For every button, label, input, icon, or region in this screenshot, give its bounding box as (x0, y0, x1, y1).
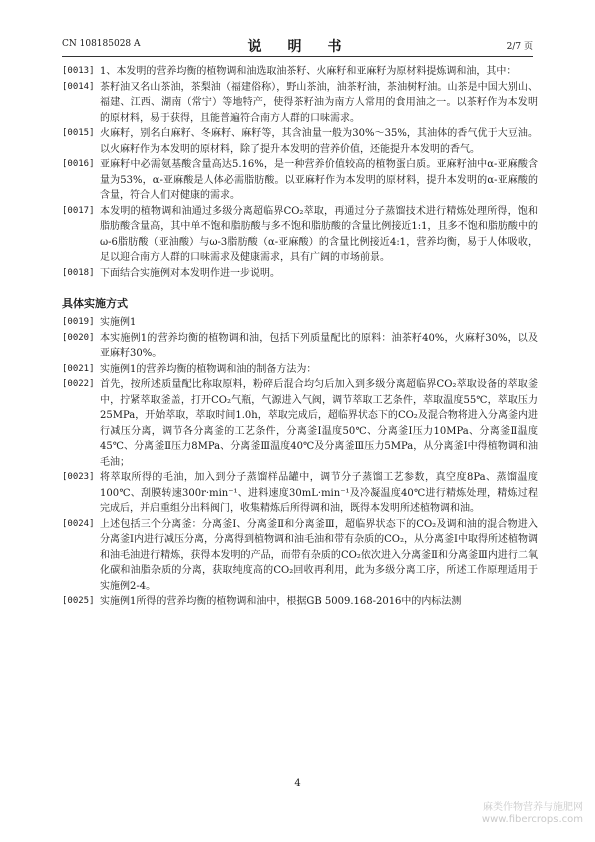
paragraph-number: [0022] (62, 379, 95, 389)
page-number: 4 (294, 778, 301, 789)
watermark-title: 麻类作物营养与施肥网 (483, 802, 583, 813)
paragraph (62, 157, 538, 204)
paragraph-number: [0023] (62, 472, 95, 482)
paragraph (62, 517, 538, 595)
header-divider (62, 56, 533, 57)
document-title: 说 明 书 (247, 39, 348, 55)
page-indicator: 2/7 页 (506, 42, 533, 52)
paragraph-number: [0013] (62, 66, 95, 76)
paragraph (62, 470, 538, 517)
paragraph-text: 下面结合实施例对本发明作进一步说明。 (100, 267, 280, 279)
paragraph-text: 本发明的植物调和油通过多级分离超临界CO₂萃取，再通过分子蒸馏技术进行精炼处理所得，饱和脂肪酸含量高，其中单不饱和脂肪酸与多不饱和脂肪酸的含量比例接近1:1，且多不饱和脂肪酸中的ω-6脂肪酸（亚油酸）与ω-3脂肪酸（α-亚麻酸）的含量比例接近4:1，营养均衡，易于人体吸收，足以迎合南方人群的口味需求及健康需求，具有广阔的市场前景。 (100, 205, 538, 263)
paragraph-number: [0018] (62, 267, 95, 278)
paragraph-number: [0019] (62, 317, 95, 327)
paragraph-text: 亚麻籽中必需氨基酸含量高达5.16%，是一种营养价值较高的植物蛋白质。亚麻籽油中α-亚麻酸含量为53%，α-亚麻酸是人体必需脂肪酸。以亚麻籽作为本发明的原材料，提升本发明的α-亚麻酸的含量，符合人们对健康的需求。 (100, 159, 538, 201)
paragraph (62, 80, 538, 127)
paragraph (62, 362, 538, 378)
document-body (62, 64, 538, 610)
paragraph (62, 377, 538, 470)
paragraph-text: 实施例1所得的营养均衡的植物调和油中，根据GB 5009.168-2016中的内标法测 (100, 596, 462, 607)
paragraph-number: [0025] (62, 596, 95, 606)
paragraph-number: [0024] (62, 518, 95, 529)
paragraph (62, 594, 538, 610)
paragraph-text: 实施例1的营养均衡的植物调和油的制备方法为： (100, 363, 317, 375)
section-heading: 具体实施方式 (62, 297, 128, 310)
paragraph (62, 266, 538, 282)
document-number: CN 108185028 A (62, 39, 141, 49)
paragraph (62, 204, 538, 266)
paragraph-number: [0016] (62, 159, 95, 169)
paragraph-number: [0017] (62, 205, 95, 216)
paragraph-text: 茶籽油又名山茶油，茶梨油（福建俗称），野山茶油，油茶籽油，茶油树籽油。山茶是中国大别山、福建、江西、湖南（常宁）等地特产，使得茶籽油为南方人常用的食用油之一。以茶籽作为本发明的原材料，易于获得，且能普遍符合南方人群的口味需求。 (100, 81, 538, 124)
paragraph (62, 331, 538, 362)
paragraph-number: [0021] (62, 363, 95, 374)
page-header (62, 36, 533, 55)
paragraph-number: [0015] (62, 128, 95, 138)
paragraph-number: [0014] (62, 81, 95, 92)
paragraph-text: 实施例1 (100, 317, 137, 328)
paragraph-text: 将萃取所得的毛油，加入到分子蒸馏样品罐中，调节分子蒸馏工艺参数，真空度8Pa、蒸馏温度100℃、刮膜转速300r·min⁻¹、进料速度30mL·min⁻¹及冷凝温度40℃进行精炼处理，精炼过程完成后，并启重组分出料阀门，收集精炼后所得调和油，既得本发明所述植物调和油。 (100, 472, 538, 514)
paragraph-number: [0020] (62, 332, 95, 343)
watermark (482, 802, 583, 826)
paragraph (62, 315, 538, 331)
paragraph-text: 上述包括三个分离釜：分离釜Ⅰ、分离釜Ⅱ和分离釜Ⅲ，超临界状态下的CO₂及调和油的混合物进入分离釜Ⅰ内进行减压分离，分离得到植物调和油毛油和带有杂质的CO₂，从分离釜Ⅰ中取得所述植物调和油毛油进行精炼，获得本发明的产品，而带有杂质的CO₂依次进入分离釜Ⅱ和分离釜Ⅲ内进行二氧化碳和油脂杂质的分离，获取纯度高的CO₂回收再利用，此为多级分离工序，所述工作原理适用于实施例2-4。 (100, 518, 538, 592)
paragraph (62, 126, 538, 157)
paragraph-text: 火麻籽，别名白麻籽、冬麻籽、麻籽等，其含油量一般为30%～35%，其油体的香气优于大豆油。以火麻籽作为本发明的原材料，除了提升本发明的营养价值，还能提升本发明的香气。 (100, 128, 538, 155)
watermark-url: www.fibercrops.com (481, 814, 583, 825)
paragraph (62, 64, 538, 80)
paragraph-text: 1、本发明的营养均衡的植物调和油选取油茶籽、火麻籽和亚麻籽为原材料提炼调和油，其中： (100, 66, 517, 77)
paragraph-text: 首先，按所述质量配比称取原料，粉碎后混合均匀后加入到多级分离超临界CO₂萃取设备的萃取釜中，拧紧萃取釜盖，打开CO₂气瓶，气源进入气阀，调节萃取工艺条件，萃取温度55℃，萃取压力25MPa，开始萃取，萃取时间1.0h，萃取完成后，超临界状态下的CO₂及混合物将进入分离釜内进行减压分离，调节各分离釜的工艺条件，分离釜Ⅰ温度50℃、分离釜Ⅰ压力10MPa、分离釜Ⅱ温度45℃、分离釜Ⅱ压力8MPa、分离釜Ⅲ温度40℃及分离釜Ⅲ压力5MPa，从分离釜Ⅰ中得植物调和油毛油； (100, 379, 538, 468)
paragraph-text: 本实施例1的营养均衡的植物调和油，包括下列质量配比的原料：油茶籽40%，火麻籽30%，以及亚麻籽30%。 (100, 332, 538, 359)
